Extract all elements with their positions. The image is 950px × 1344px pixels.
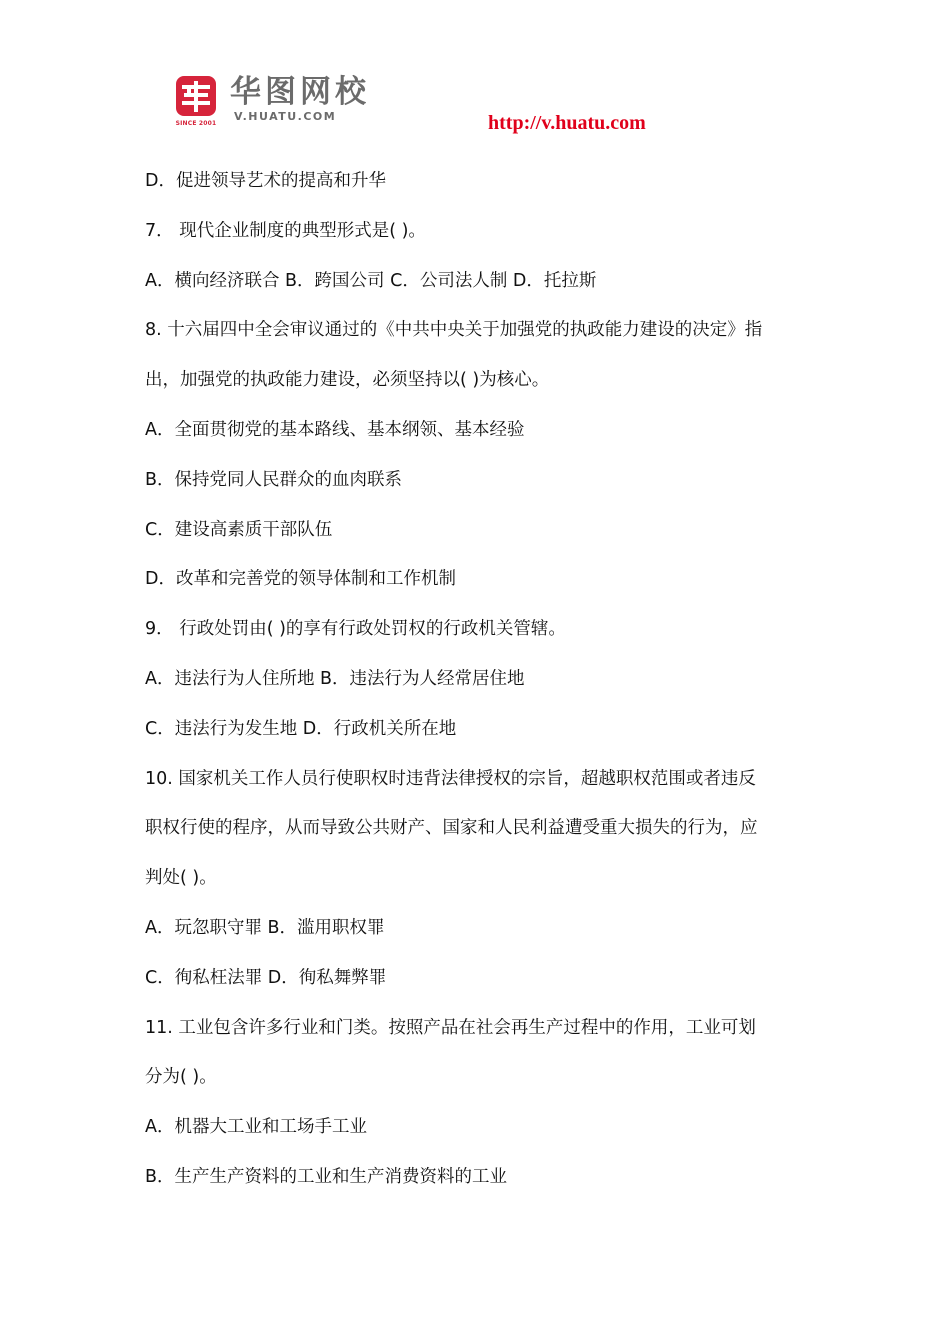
question-10-options-ab: A．玩忽职守罪 B．滥用职权罪 [145, 917, 385, 938]
huatu-logo-icon [172, 76, 220, 138]
question-8-option-d: D．改革和完善党的领导体制和工作机制 [145, 569, 456, 590]
logo-domain: V.HUATU.COM [234, 110, 337, 123]
question-11-continued: 分为( )。 [145, 1067, 217, 1088]
question-8-option-a: A．全面贯彻党的基本路线、基本纲领、基本经验 [145, 419, 525, 440]
question-8-continued: 出，加强党的执政能力建设，必须坚持以( )为核心。 [145, 370, 550, 391]
question-11-option-a: A．机器大工业和工场手工业 [145, 1117, 367, 1138]
page-header [172, 72, 692, 142]
document-body [145, 157, 815, 1203]
text-line: D．促进领导艺术的提高和升华 [145, 171, 386, 191]
question-10-continued: 职权行使的程序，从而导致公共财产、国家和人民利益遭受重大损失的行为，应 [145, 818, 758, 839]
question-7: 7． 现代企业制度的典型形式是( )。 [145, 220, 426, 241]
question-8: 8. 十六届四中全会审议通过的《中共中央关于加强党的执政能力建设的决定》指 [145, 320, 763, 341]
question-9-options-ab: A．违法行为人住所地 B．违法行为人经常居住地 [145, 668, 525, 689]
question-10-continued-2: 判处( )。 [145, 868, 217, 889]
question-10: 10. 国家机关工作人员行使职权时违背法律授权的宗旨，超越职权范围或者违反 [145, 768, 756, 789]
question-8-option-c: C．建设高素质干部队伍 [145, 519, 333, 540]
question-7-options: A．横向经济联合 B．跨国公司 C．公司法人制 D．托拉斯 [145, 270, 597, 291]
site-url-link[interactable]: http://v.huatu.com [488, 112, 646, 134]
logo-since-text: SINCE 2001 [175, 120, 217, 127]
logo-name: 华图网校 [230, 74, 370, 110]
question-9: 9． 行政处罚由( )的享有行政处罚权的行政机关管辖。 [145, 619, 566, 640]
question-9-options-cd: C．违法行为发生地 D．行政机关所在地 [145, 718, 457, 739]
question-10-options-cd: C．徇私枉法罪 D．徇私舞弊罪 [145, 967, 387, 988]
question-11: 11. 工业包含许多行业和门类。按照产品在社会再生产过程中的作用，工业可划 [145, 1017, 756, 1038]
question-11-option-b: B．生产生产资料的工业和生产消费资料的工业 [145, 1166, 508, 1187]
logo-badge [176, 76, 216, 116]
question-8-option-b: B．保持党同人民群众的血肉联系 [145, 469, 403, 490]
